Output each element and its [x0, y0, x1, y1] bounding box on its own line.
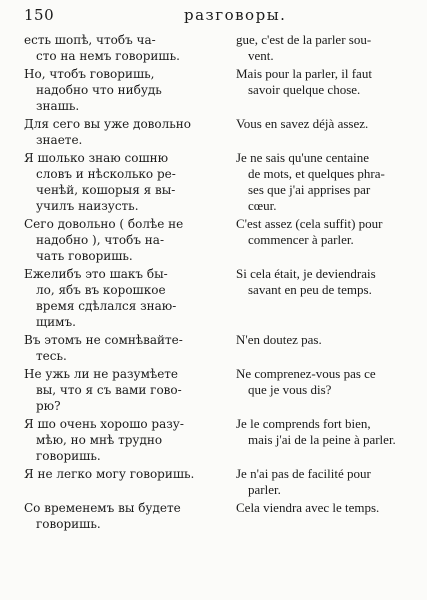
french-text-line: mais j'ai de la peine à parler.: [248, 432, 396, 447]
french-text-line: parler.: [248, 482, 281, 497]
french-text-line: que je vous dis?: [248, 382, 332, 397]
russian-text: [24, 116, 224, 148]
russian-text: [24, 466, 224, 498]
russian-text: [24, 32, 224, 64]
russian-text-line: Я шо очень хорошо разу-: [24, 417, 184, 431]
russian-text-line: знаете.: [36, 133, 83, 147]
dialogue-row: [0, 266, 427, 330]
russian-text-line: надобно что нибудь: [36, 83, 162, 97]
page-header: [24, 6, 417, 26]
dialogue-row: [0, 500, 427, 532]
french-text-line: Vous en savez déjà assez.: [236, 116, 369, 131]
russian-text-line: мѣю, но мнѣ трудно: [36, 433, 163, 447]
french-text: [236, 332, 418, 364]
russian-text-line: словъ и нѣсколько ре-: [36, 167, 176, 181]
russian-text-line: надобно ), чтобъ на-: [36, 233, 165, 247]
french-text-line: Cela viendra avec le temps.: [236, 500, 380, 515]
russian-text-line: тесь.: [36, 349, 67, 363]
french-text-line: Je le comprends fort bien,: [236, 416, 371, 431]
dialogue-row: [0, 466, 427, 498]
page-number: 150: [24, 6, 55, 24]
russian-text-line: Ежелибъ это шакъ бы-: [24, 267, 168, 281]
french-text-line: savant en peu de temps.: [248, 282, 372, 297]
russian-text-line: Я не легко могу говоришь.: [24, 467, 195, 481]
french-text-line: de mots, et quelques phra-: [248, 166, 385, 181]
russian-text: [24, 366, 224, 414]
russian-text-line: говоришь.: [36, 517, 101, 531]
french-text: [236, 216, 418, 264]
french-text: [236, 500, 418, 532]
russian-text-line: сто на немъ говоришь.: [36, 49, 180, 63]
russian-text-line: Для сего вы уже довольно: [24, 117, 192, 131]
russian-text: [24, 500, 224, 532]
french-text: [236, 116, 418, 148]
russian-text: [24, 216, 224, 264]
dialogue-columns: [0, 32, 427, 534]
russian-text: [24, 266, 224, 330]
french-text-line: vent.: [248, 48, 274, 63]
french-text: [236, 32, 418, 64]
french-text: [236, 266, 418, 330]
dialogue-row: [0, 32, 427, 64]
russian-text: [24, 416, 224, 464]
russian-text-line: ло, ябъ въ корошкое: [36, 283, 166, 297]
french-text-line: Mais pour la parler, il faut: [236, 66, 372, 81]
french-text-line: commencer à parler.: [248, 232, 354, 247]
dialogue-row: [0, 116, 427, 148]
dialogue-row: [0, 416, 427, 464]
french-text-line: C'est assez (cela suffit) pour: [236, 216, 383, 231]
russian-text-line: говоришь.: [36, 449, 101, 463]
russian-text-line: Сего довольно ( болѣе не: [24, 217, 184, 231]
russian-text-line: училъ наизусть.: [36, 199, 139, 213]
russian-text-line: Но, чтобъ говоришь,: [24, 67, 155, 81]
dialogue-row: [0, 66, 427, 114]
russian-text-line: чать говоришь.: [36, 249, 133, 263]
dialogue-row: [0, 366, 427, 414]
french-text-line: Si cela était, je deviendrais: [236, 266, 376, 281]
french-text: [236, 150, 418, 214]
french-text: [236, 466, 418, 498]
french-text: [236, 66, 418, 114]
russian-text-line: Не ужь ли не разумѣете: [24, 367, 179, 381]
french-text-line: Je ne sais qu'une centaine: [236, 150, 370, 165]
russian-text-line: знашь.: [36, 99, 80, 113]
russian-text-line: время сдѣлался знаю-: [36, 299, 177, 313]
russian-text-line: рю?: [36, 399, 61, 413]
french-text-line: cœur.: [248, 198, 277, 213]
russian-text-line: Въ этомъ не сомнѣвайте-: [24, 333, 183, 347]
french-text-line: gue, c'est de la parler sou-: [236, 32, 372, 47]
russian-text-line: Со временемъ вы будете: [24, 501, 181, 515]
russian-text: [24, 150, 224, 214]
russian-text-line: щимъ.: [36, 315, 76, 329]
french-text-line: Je n'ai pas de facilité pour: [236, 466, 371, 481]
russian-text-line: вы, что я съ вами гово-: [36, 383, 182, 397]
russian-text: [24, 332, 224, 364]
french-text: [236, 416, 418, 464]
french-text-line: savoir quelque chose.: [248, 82, 361, 97]
french-text: [236, 366, 418, 414]
running-head: разговоры.: [184, 6, 287, 24]
dialogue-row: [0, 332, 427, 364]
dialogue-row: [0, 150, 427, 214]
russian-text-line: Я шолько знаю сошню: [24, 151, 169, 165]
french-text-line: N'en doutez pas.: [236, 332, 322, 347]
russian-text-line: ченѣй, кошорыя я вы-: [36, 183, 176, 197]
dialogue-row: [0, 216, 427, 264]
french-text-line: Ne comprenez-vous pas ce: [236, 366, 376, 381]
russian-text-line: есть шопѣ, чтобъ ча-: [24, 33, 156, 47]
russian-text: [24, 66, 224, 114]
french-text-line: ses que j'ai apprises par: [248, 182, 371, 197]
